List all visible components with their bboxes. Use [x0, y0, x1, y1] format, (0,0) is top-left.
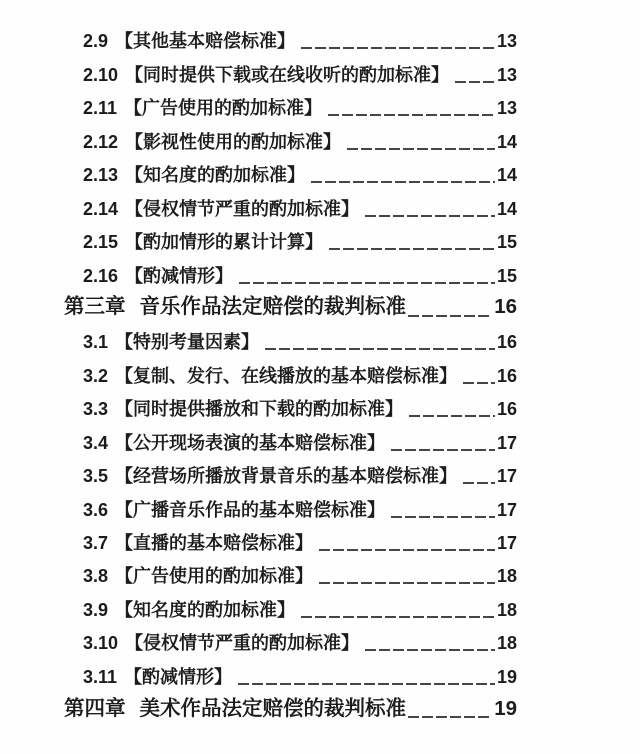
entry-page-number: 16	[496, 399, 517, 420]
dot-leader-line	[238, 683, 495, 685]
dot-leader-line	[365, 215, 495, 217]
toc-item-row	[0, 458, 640, 491]
dot-leader-line	[408, 716, 492, 718]
entry-number: 3.1	[83, 332, 109, 353]
toc-item-row	[0, 625, 640, 658]
dot-leader-line	[301, 47, 495, 49]
toc-item-row	[0, 90, 640, 123]
toc-chapter-row	[0, 291, 640, 324]
entry-title: 音乐作品法定赔偿的裁判标准	[139, 295, 406, 319]
entry-number: 3.4	[83, 432, 109, 453]
dot-leader-line	[265, 348, 495, 350]
toc-item-row	[0, 558, 640, 591]
entry-number: 3.8	[83, 566, 109, 587]
entry-number: 2.12	[83, 131, 119, 152]
entry-title: 【影视性使用的酌加标准】	[125, 131, 342, 152]
toc-item-row	[0, 525, 640, 558]
entry-page-number: 17	[496, 466, 517, 487]
entry-page-number: 18	[496, 599, 517, 620]
entry-page-number: 17	[496, 499, 517, 520]
entry-title: 【知名度的酌加标准】	[125, 165, 306, 186]
dot-leader-line	[391, 516, 495, 518]
entry-page-number: 14	[496, 198, 517, 219]
entry-page-number: 17	[496, 432, 517, 453]
entry-title: 【复制、发行、在线播放的基本赔偿标准】	[115, 365, 458, 386]
toc-item-row	[0, 591, 640, 624]
toc-item-row	[0, 491, 640, 524]
dot-leader-line	[329, 248, 495, 250]
entry-number: 3.9	[83, 599, 109, 620]
entry-title: 【公开现场表演的基本赔偿标准】	[115, 432, 386, 453]
toc-item-row	[0, 23, 640, 56]
toc-item-row	[0, 324, 640, 357]
toc-item-row	[0, 190, 640, 223]
dot-leader-line	[455, 81, 495, 83]
entry-title: 【酌加情形的累计计算】	[125, 232, 324, 253]
entry-title: 【直播的基本赔偿标准】	[115, 533, 314, 553]
entry-title: 【其他基本赔偿标准】	[115, 31, 296, 52]
entry-title: 【侵权情节严重的酌加标准】	[125, 633, 360, 654]
entry-page-number: 13	[496, 31, 517, 52]
entry-page-number: 18	[496, 566, 517, 587]
dot-leader-line	[463, 382, 495, 384]
toc-item-row	[0, 257, 640, 290]
entry-number: 2.16	[83, 265, 119, 286]
entry-number: 3.10	[83, 633, 119, 654]
entry-page-number: 15	[496, 265, 517, 286]
toc-item-row	[0, 123, 640, 156]
entry-title: 【酌减情形】	[125, 265, 234, 286]
entry-title: 【同时提供播放和下载的酌加标准】	[115, 399, 404, 420]
dot-leader-line	[328, 114, 495, 116]
entry-number: 2.13	[83, 165, 119, 186]
toc-item-row	[0, 224, 640, 257]
entry-title: 【特别考量因素】	[115, 332, 260, 353]
dot-leader-line	[301, 616, 495, 618]
entry-number: 第三章	[64, 295, 126, 319]
toc-item-row	[0, 357, 640, 390]
dot-leader-line	[239, 282, 495, 284]
entry-number: 3.3	[83, 399, 109, 420]
dot-leader-line	[311, 181, 495, 183]
entry-page-number: 17	[496, 533, 517, 553]
entry-title: 【酌减情形】	[124, 666, 233, 687]
entry-page-number: 13	[496, 98, 517, 119]
entry-title: 【广告使用的酌加标准】	[124, 98, 323, 119]
entry-number: 2.11	[83, 98, 118, 119]
dot-leader-line	[408, 315, 492, 317]
toc-item-row	[0, 391, 640, 424]
entry-title: 【经营场所播放背景音乐的基本赔偿标准】	[115, 466, 458, 487]
entry-title: 美术作品法定赔偿的裁判标准	[139, 696, 406, 720]
entry-page-number: 15	[496, 232, 517, 253]
dot-leader-line	[319, 549, 495, 551]
toc-item-row	[0, 424, 640, 457]
entry-page-number: 19	[496, 666, 517, 687]
entry-number: 3.6	[83, 499, 109, 520]
dot-leader-line	[347, 148, 495, 150]
entry-page-number: 14	[496, 131, 517, 152]
entry-number: 3.11	[83, 666, 118, 687]
entry-title: 【广播音乐作品的基本赔偿标准】	[115, 499, 386, 520]
entry-title: 【同时提供下载或在线收听的酌加标准】	[125, 64, 450, 85]
dot-leader-line	[391, 449, 495, 451]
entry-page-number: 18	[496, 633, 517, 654]
entry-number: 第四章	[64, 696, 126, 720]
dot-leader-line	[409, 415, 495, 417]
toc-item-row	[0, 658, 640, 691]
toc-item-row	[0, 157, 640, 190]
entry-number: 2.15	[83, 232, 119, 253]
entry-number: 2.14	[83, 198, 119, 219]
toc-chapter-row	[0, 692, 640, 725]
entry-page-number: 14	[496, 165, 517, 186]
dot-leader-line	[463, 482, 495, 484]
entry-page-number: 16	[496, 332, 517, 353]
entry-page-number: 13	[496, 64, 517, 85]
entry-title: 【侵权情节严重的酌加标准】	[125, 198, 360, 219]
entry-page-number: 19	[494, 696, 517, 720]
entry-number: 3.5	[83, 466, 109, 487]
entry-page-number: 16	[494, 295, 517, 319]
entry-number: 3.2	[83, 365, 109, 386]
entry-number: 3.7	[83, 533, 109, 553]
entry-number: 2.9	[83, 31, 109, 52]
entry-number: 2.10	[83, 64, 119, 85]
entry-title: 【知名度的酌加标准】	[115, 599, 296, 620]
toc-item-row	[0, 56, 640, 89]
entry-title: 【广告使用的酌加标准】	[115, 566, 314, 587]
entry-page-number: 16	[496, 365, 517, 386]
dot-leader-line	[365, 649, 495, 651]
dot-leader-line	[319, 582, 495, 584]
